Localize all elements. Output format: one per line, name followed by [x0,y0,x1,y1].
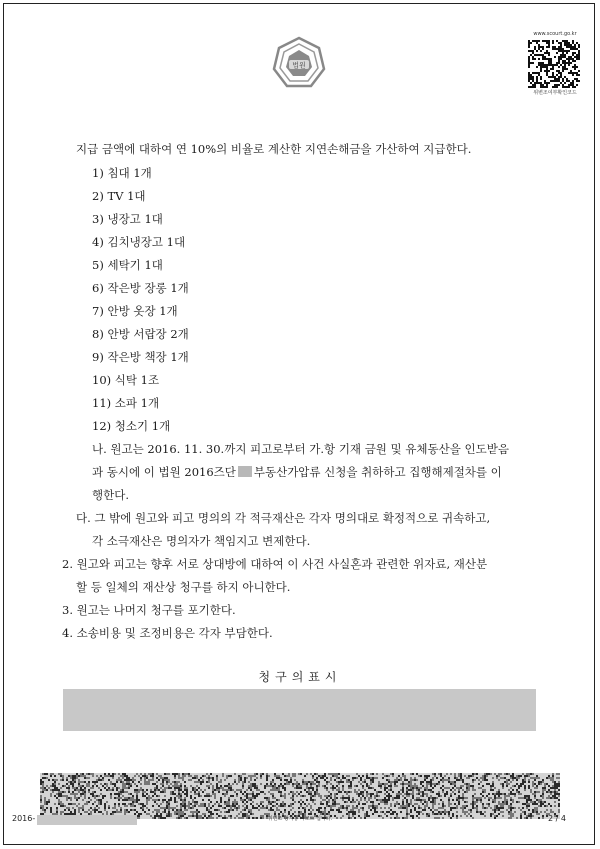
body-line: 다. 그 밖에 원고와 피고 명의의 각 적극재산은 각자 명의대로 확정적으로 귀속하고, [76,511,491,525]
inline-redaction [238,466,252,477]
footer-case-number: 2016- [12,814,36,823]
qr-label: 위변조여부확인코드 [533,90,577,96]
list-item: 5) 세탁기 1대 [92,258,163,272]
body-line: 행한다. [92,488,129,502]
list-item: 8) 안방 서랍장 2개 [92,327,189,341]
list-item: 1) 침대 1개 [92,166,152,180]
body-line [92,465,502,479]
list-item: 3) 냉장고 1대 [92,212,163,226]
claim-redaction [63,689,536,731]
body-line: 3. 원고는 나머지 청구를 포기한다. [62,603,236,617]
seal-text: 법원 [292,61,306,70]
list-item: 9) 작은방 책장 1개 [92,350,189,364]
body-line: 2. 원고와 피고는 향후 서로 상대방에 대하여 이 사건 사실혼과 관련한 위자료, 재산분 [62,557,488,571]
body-line: 4. 소송비용 및 조정비용은 각자 부담한다. [62,626,273,640]
anti-forgery-barcode [40,773,560,819]
body-line: 할 등 일체의 재산상 청구를 하지 아니한다. [76,580,291,594]
court-seal-icon [272,36,326,90]
list-item: 12) 청소기 1개 [92,419,171,433]
page-number: 2 / 4 [548,814,566,823]
list-item: 2) TV 1대 [92,189,146,203]
claim-title: 청구의표시 [258,670,342,684]
list-item: 11) 소파 1개 [92,396,160,410]
qr-url: www.scourt.go.kr [533,31,577,37]
footer-note: 위변조 방지용 바코드 입니다. [267,816,333,822]
inline-suffix: 부동산가압류 신청을 취하하고 집행해제절차를 이 [253,465,502,479]
list-item: 6) 작은방 장롱 1개 [92,281,189,295]
list-item: 4) 김치냉장고 1대 [92,235,186,249]
list-item: 10) 식탁 1조 [92,373,160,387]
inline-prefix: 과 동시에 이 법원 2016즈단 [92,465,236,479]
verification-qr [516,31,594,97]
qr-code-icon [528,40,580,88]
body-line: 지급 금액에 대하여 연 10%의 비율로 계산한 지연손해금을 가산하여 지급한다. [76,142,472,156]
body-line: 각 소극재산은 명의자가 책임지고 변제한다. [92,534,311,548]
body-line: 나. 원고는 2016. 11. 30.까지 피고로부터 가.항 기재 금원 및 유체동산을 인도받음 [92,442,509,456]
list-item: 7) 안방 옷장 1개 [92,304,178,318]
